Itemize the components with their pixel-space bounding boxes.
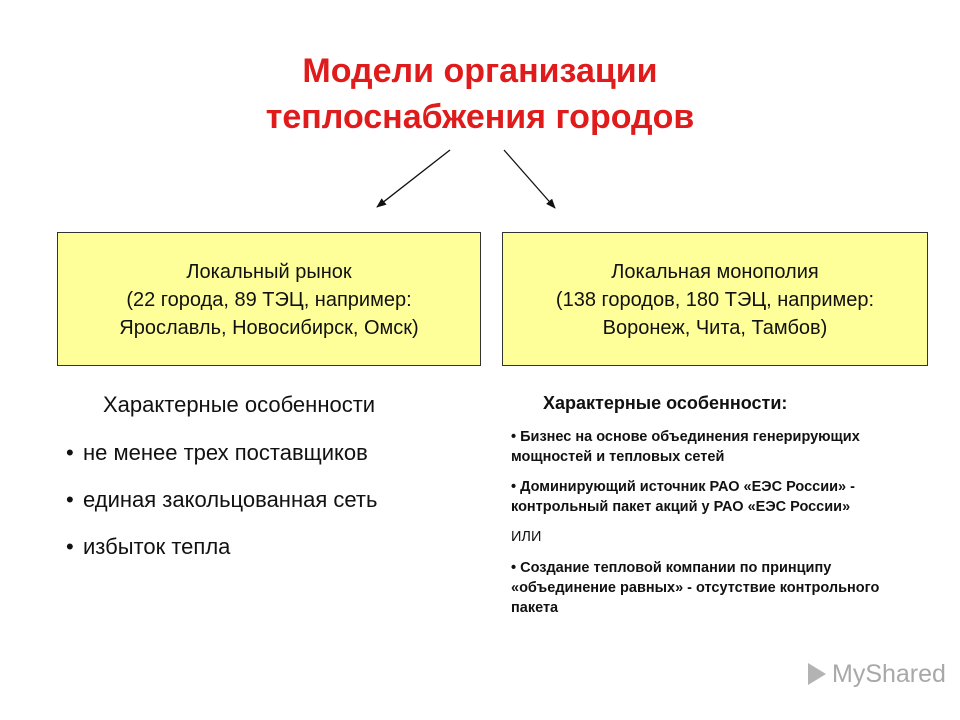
local-market-stats: (22 города, 89 ТЭЦ, например: (126, 289, 412, 311)
list-item (66, 482, 486, 518)
bullet: • (66, 440, 74, 465)
list-item: • Создание тепловой компании по принципу «объединение равных» - отсутствие контрольного пакета (511, 560, 880, 616)
list-item (66, 529, 486, 565)
arrow-to-right-box (504, 150, 555, 208)
local-market-features (66, 387, 486, 576)
list-item: • Бизнес на основе объединения генерирующих мощностей и тепловых сетей (511, 429, 860, 465)
local-monopoly-stats: (138 городов, 180 ТЭЦ, например: (555, 289, 875, 311)
title-line-2: теплоснабжения городов (265, 98, 695, 136)
watermark (808, 660, 946, 689)
list-item (66, 435, 486, 471)
local-market-box (57, 232, 481, 366)
slide-title (0, 48, 960, 140)
local-market-title: Локальный рынок (186, 261, 352, 283)
title-line-1: Модели организации (302, 52, 658, 90)
list-item-text: единая закольцованная сеть (83, 487, 378, 512)
local-monopoly-box (502, 232, 928, 366)
watermark-text: MyShared (832, 660, 946, 688)
or-separator: ИЛИ (511, 529, 542, 545)
play-icon (808, 663, 826, 685)
local-monopoly-features (511, 389, 901, 628)
local-monopoly-title: Локальная монополия (611, 261, 819, 283)
list-item-text: не менее трех поставщиков (83, 440, 368, 465)
local-monopoly-examples: Воронеж, Чита, Тамбов) (602, 317, 828, 339)
local-market-examples: Ярославль, Новосибирск, Омск) (119, 317, 419, 339)
bullet: • (66, 534, 74, 559)
local-market-features-heading: Характерные особенности (103, 392, 376, 417)
list-item-text: избыток тепла (83, 534, 231, 559)
list-item: • Доминирующий источник РАО «ЕЭС России» - контрольный пакет акций у РАО «ЕЭС России» (511, 479, 855, 515)
arrow-to-left-box (377, 150, 450, 207)
local-monopoly-features-heading: Характерные особенности: (543, 393, 788, 413)
bullet: • (66, 487, 74, 512)
